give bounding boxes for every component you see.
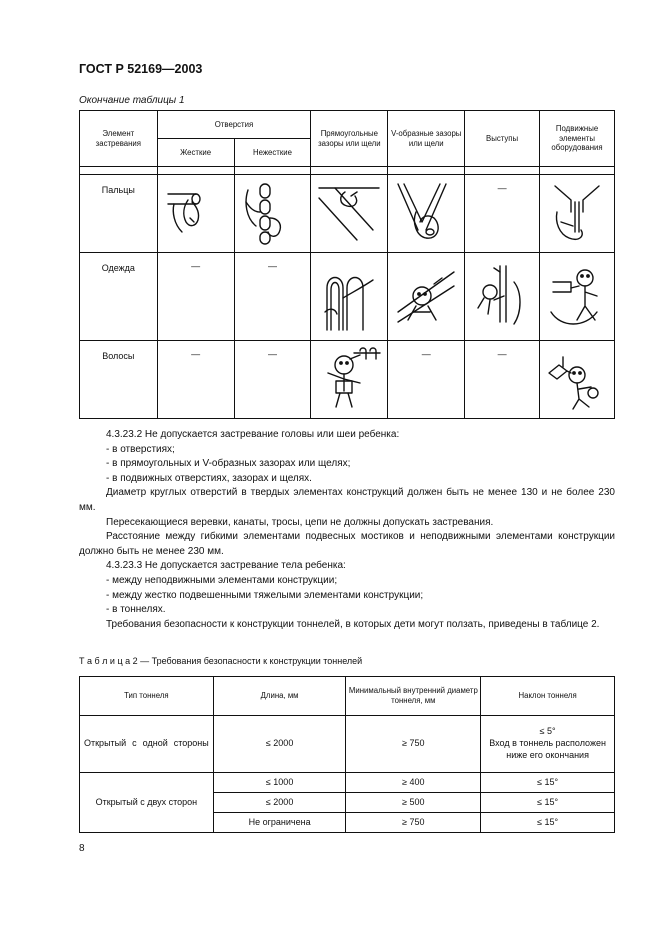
finger-rect-gap-illustration <box>311 175 388 253</box>
clothing-moving-illustration <box>540 253 615 341</box>
paragraph: Диаметр круглых отверстий в твердых элементах конструкций должен быть не менее 130 и не более 230 мм. <box>79 487 615 513</box>
header-openings: Отверстия <box>157 111 311 139</box>
hair-moving-illustration <box>540 341 615 419</box>
list-item: - в отверстиях; <box>106 443 175 455</box>
tunnel-type: Открытый с двух сторон <box>80 773 214 833</box>
hair-rect-gap-illustration <box>311 341 388 419</box>
paragraph: Расстояние между гибкими элементами подвесных мостиков и неподвижными элементами конструкции должно быть не менее 230 мм. <box>79 531 615 557</box>
table-row <box>80 716 615 773</box>
clothing-nonrigid-value: — <box>234 253 311 341</box>
finger-v-gap-illustration <box>388 175 465 253</box>
tunnel-length: ≤ 2000 <box>213 716 346 773</box>
table2 <box>79 676 615 833</box>
header-v-gaps: V-образные зазоры или щели <box>388 111 465 167</box>
tunnel-diameter: ≥ 500 <box>346 793 481 813</box>
header-nonrigid: Нежесткие <box>234 139 311 167</box>
header-length: Длина, мм <box>213 677 346 716</box>
table-row <box>80 341 615 419</box>
tunnel-length: ≤ 2000 <box>213 793 346 813</box>
header-type: Тип тоннеля <box>80 677 214 716</box>
list-item: - в тоннелях. <box>106 604 166 616</box>
tunnel-slope <box>481 716 615 773</box>
tunnel-slope: ≤ 15° <box>481 773 615 793</box>
hair-protrusions-value: — <box>465 341 540 419</box>
table-row <box>80 253 615 341</box>
hair-rigid-value: — <box>157 341 234 419</box>
finger-protrusions-value: — <box>465 175 540 253</box>
list-item: - в подвижных отверстиях, зазорах и щелях. <box>106 472 312 484</box>
paragraph: Требования безопасности к конструкции тоннелей, в которых дети могут ползать, приведены в таблице 2. <box>106 618 600 630</box>
hair-v-gap-value: — <box>388 341 465 419</box>
clothing-rigid-value: — <box>157 253 234 341</box>
page-number: 8 <box>79 843 85 854</box>
row-label: Одежда <box>80 253 158 341</box>
finger-moving-illustration <box>540 175 615 253</box>
tunnel-slope: ≤ 15° <box>481 793 615 813</box>
list-item: - между жестко подвешенными тяжелыми элементами конструкции; <box>106 589 424 601</box>
paragraph: 4.3.23.3 Не допускается застревание тела ребенка: <box>106 560 346 572</box>
list-item: - между неподвижными элементами конструкции; <box>106 574 338 586</box>
slope-value: ≤ 5° <box>539 726 556 737</box>
table-row <box>80 773 615 793</box>
hair-nonrigid-value: — <box>234 341 311 419</box>
row-label: Пальцы <box>80 175 158 253</box>
header-diameter: Минимальный внутренний диаметр тоннеля, мм <box>346 677 481 716</box>
body-text <box>79 428 615 632</box>
clothing-protrusions-illustration <box>465 253 540 341</box>
header-rect-gaps: Прямоугольные зазоры или щели <box>311 111 388 167</box>
tunnel-diameter: ≥ 400 <box>346 773 481 793</box>
tunnel-diameter: ≥ 750 <box>346 813 481 833</box>
tunnel-length: Не ограничена <box>213 813 346 833</box>
tunnel-length: ≤ 1000 <box>213 773 346 793</box>
table1-caption: Окончание таблицы 1 <box>79 95 185 106</box>
list-item: - в прямоугольных и V-образных зазорах или щелях; <box>106 458 351 470</box>
clothing-v-gap-illustration <box>388 253 465 341</box>
header-slope: Наклон тоннеля <box>481 677 615 716</box>
paragraph: 4.3.23.2 Не допускается застревание головы или шеи ребенка: <box>106 429 400 440</box>
clothing-rect-gap-illustration <box>311 253 388 341</box>
tunnel-type: Открытый с одной стороны <box>80 716 214 773</box>
header-moving: Подвижные элементы оборудования <box>540 111 615 167</box>
table-row <box>80 175 615 253</box>
slope-note: Вход в тоннель расположен ниже его окончания <box>489 738 606 760</box>
tunnel-diameter: ≥ 750 <box>346 716 481 773</box>
paragraph: Пересекающиеся веревки, канаты, тросы, цепи не должны допускать застревания. <box>106 516 494 528</box>
tunnel-slope: ≤ 15° <box>481 813 615 833</box>
header-element: Элемент застревания <box>80 111 158 167</box>
document-header: ГОСТ Р 52169—2003 <box>79 62 203 76</box>
row-label: Волосы <box>80 341 158 419</box>
header-protrusions: Выступы <box>465 111 540 167</box>
finger-rigid-opening-illustration <box>157 175 234 253</box>
finger-nonrigid-opening-illustration <box>234 175 311 253</box>
table2-caption: Т а б л и ц а 2 — Требования безопасности к конструкции тоннелей <box>79 656 363 666</box>
header-rigid: Жесткие <box>157 139 234 167</box>
table1 <box>79 110 615 419</box>
